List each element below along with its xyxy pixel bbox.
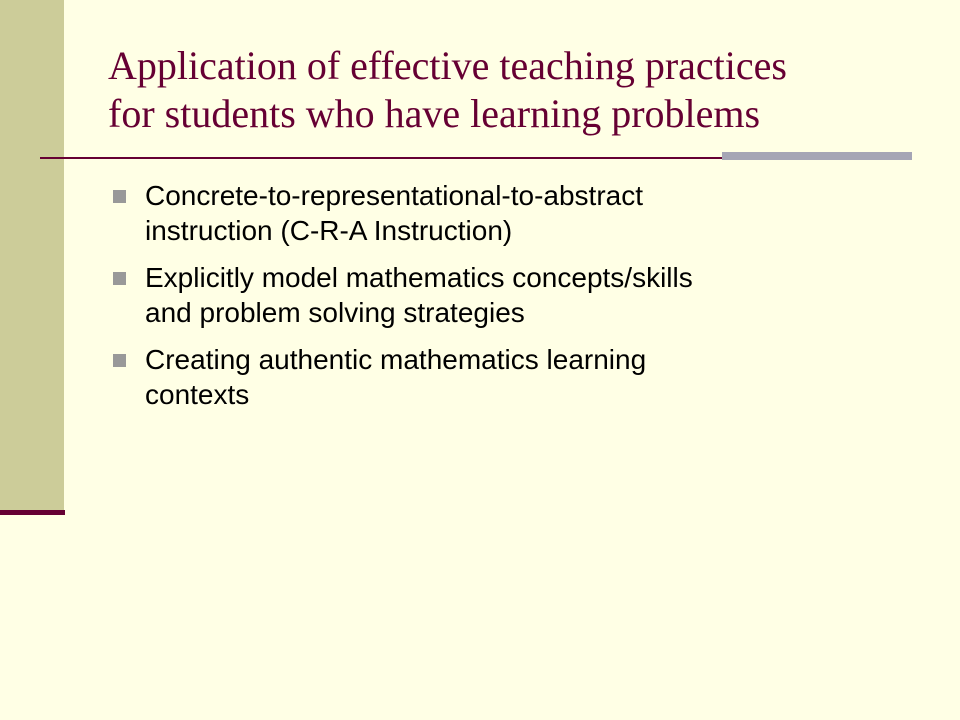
square-bullet-icon <box>113 190 126 203</box>
bullet-text-line: instruction (C-R-A Instruction) <box>145 215 513 246</box>
bullet-text-line: Concrete-to-representational-to-abstract <box>145 180 644 211</box>
bullet-list <box>113 178 833 424</box>
slide-title-line-1: Application of effective teaching practices <box>108 43 787 88</box>
left-accent-underline <box>0 510 65 515</box>
slide-title-line-2: for students who have learning problems <box>108 91 761 136</box>
bullet-text-line: Explicitly model mathematics concepts/skills <box>145 262 693 293</box>
slide-title <box>108 42 908 138</box>
square-bullet-icon <box>113 354 126 367</box>
bullet-text-line: Creating authentic mathematics learning <box>145 344 647 375</box>
left-accent-band <box>0 0 64 510</box>
bullet-item <box>113 342 833 412</box>
title-divider-accent <box>722 152 912 160</box>
square-bullet-icon <box>113 272 126 285</box>
bullet-text-line: contexts <box>145 379 250 410</box>
bullet-item <box>113 260 833 330</box>
bullet-item <box>113 178 833 248</box>
bullet-text-line: and problem solving strategies <box>145 297 525 328</box>
